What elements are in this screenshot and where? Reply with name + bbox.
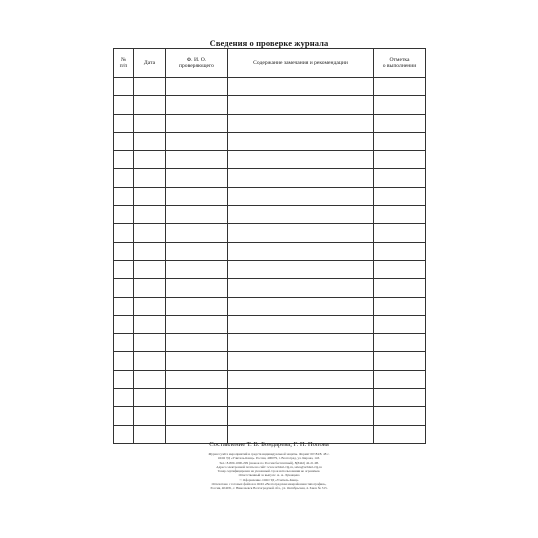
table-row xyxy=(114,224,426,242)
imprint-line: Отпечатано с готовых файлов в ООО «Волгоградская межрайонная типография», xyxy=(211,482,327,487)
number-cell xyxy=(114,334,134,352)
remarks-cell xyxy=(228,242,374,260)
table-row xyxy=(114,389,426,407)
table-row xyxy=(114,315,426,333)
mark-cell xyxy=(374,132,426,150)
inspector-cell xyxy=(166,96,228,114)
table-row xyxy=(114,334,426,352)
table-row xyxy=(114,206,426,224)
remarks-cell xyxy=(228,96,374,114)
table-body xyxy=(114,78,426,444)
table-row xyxy=(114,370,426,388)
number-cell xyxy=(114,315,134,333)
number-cell xyxy=(114,169,134,187)
inspector-cell xyxy=(166,297,228,315)
number-cell xyxy=(114,206,134,224)
date-cell xyxy=(134,78,166,96)
number-cell xyxy=(114,389,134,407)
date-cell xyxy=(134,132,166,150)
mark-cell xyxy=(374,370,426,388)
date-cell xyxy=(134,279,166,297)
imprint-block xyxy=(0,452,538,491)
header-completion-mark: Отметка о выполнении xyxy=(374,49,426,78)
inspector-cell xyxy=(166,132,228,150)
remarks-cell xyxy=(228,151,374,169)
inspector-cell xyxy=(166,370,228,388)
date-cell xyxy=(134,389,166,407)
remarks-cell xyxy=(228,132,374,150)
header-inspector-name: Ф. И. О. проверяющего xyxy=(166,49,228,78)
inspector-cell xyxy=(166,206,228,224)
number-cell xyxy=(114,114,134,132)
table-row xyxy=(114,114,426,132)
imprint-line: Адреса электронной почты на сайт: www.uchitel-vlg.ru, sales@uchitel-vlg.ru xyxy=(216,464,322,469)
table-row xyxy=(114,151,426,169)
remarks-cell xyxy=(228,389,374,407)
inspector-cell xyxy=(166,389,228,407)
date-cell xyxy=(134,352,166,370)
table-header-row xyxy=(114,49,426,78)
inspector-cell xyxy=(166,151,228,169)
number-cell xyxy=(114,242,134,260)
mark-cell xyxy=(374,407,426,425)
table-row xyxy=(114,279,426,297)
number-cell xyxy=(114,260,134,278)
number-cell xyxy=(114,352,134,370)
number-cell xyxy=(114,407,134,425)
imprint-line: Товар сертифицирован на указанный. Срок использования не ограничен. xyxy=(217,469,321,474)
mark-cell xyxy=(374,114,426,132)
inspector-cell xyxy=(166,407,228,425)
date-cell xyxy=(134,169,166,187)
table-row xyxy=(114,169,426,187)
mark-cell xyxy=(374,389,426,407)
mark-cell xyxy=(374,279,426,297)
date-cell xyxy=(134,334,166,352)
number-cell xyxy=(114,370,134,388)
number-cell xyxy=(114,224,134,242)
remarks-cell xyxy=(228,206,374,224)
remarks-cell xyxy=(228,279,374,297)
date-cell xyxy=(134,242,166,260)
imprint-line: Журнал учёта мероприятий и средств индивидуальной защиты. Формат 60×84/8. 48 с. xyxy=(208,452,330,456)
mark-cell xyxy=(374,242,426,260)
number-cell xyxy=(114,132,134,150)
number-cell xyxy=(114,187,134,205)
date-cell xyxy=(134,151,166,169)
remarks-cell xyxy=(228,187,374,205)
inspector-cell xyxy=(166,114,228,132)
page-title: Сведения о проверке журнала xyxy=(209,38,329,48)
mark-cell xyxy=(374,187,426,205)
remarks-cell xyxy=(228,370,374,388)
imprint-line: Россия, 404031, г. Николаевск Волгоградской обл., ул. Октябрьская, 4. Заказ № 315. xyxy=(210,486,328,491)
remarks-cell xyxy=(228,334,374,352)
table-row xyxy=(114,352,426,370)
date-cell xyxy=(134,96,166,114)
number-cell xyxy=(114,279,134,297)
remarks-cell xyxy=(228,407,374,425)
mark-cell xyxy=(374,297,426,315)
header-number: № п/п xyxy=(114,49,134,78)
table-row xyxy=(114,242,426,260)
date-cell xyxy=(134,407,166,425)
table-row xyxy=(114,407,426,425)
remarks-cell xyxy=(228,297,374,315)
inspector-cell xyxy=(166,187,228,205)
mark-cell xyxy=(374,224,426,242)
inspector-cell xyxy=(166,315,228,333)
remarks-cell xyxy=(228,114,374,132)
date-cell xyxy=(134,260,166,278)
table-row xyxy=(114,132,426,150)
mark-cell xyxy=(374,96,426,114)
composers-credit: Составление Т. В. Бондарева, Г. П. Попова xyxy=(209,441,329,448)
inspector-cell xyxy=(166,224,228,242)
inspector-cell xyxy=(166,242,228,260)
mark-cell xyxy=(374,315,426,333)
journal-check-table xyxy=(113,48,426,444)
remarks-cell xyxy=(228,260,374,278)
inspector-cell xyxy=(166,334,228,352)
inspector-cell xyxy=(166,352,228,370)
mark-cell xyxy=(374,352,426,370)
number-cell xyxy=(114,96,134,114)
imprint-line: Тел.: 8-800-1000-299 (звонок по России бесплатный), 8(8442) 42-21-98. xyxy=(219,460,319,465)
table-row xyxy=(114,260,426,278)
date-cell xyxy=(134,114,166,132)
mark-cell xyxy=(374,206,426,224)
mark-cell xyxy=(374,260,426,278)
date-cell xyxy=(134,315,166,333)
mark-cell xyxy=(374,334,426,352)
remarks-cell xyxy=(228,352,374,370)
number-cell xyxy=(114,78,134,96)
inspector-cell xyxy=(166,260,228,278)
table-row xyxy=(114,78,426,96)
remarks-cell xyxy=(228,78,374,96)
imprint-line: © Оформление. ООО ТД «Учитель-Канц» xyxy=(239,477,299,482)
mark-cell xyxy=(374,78,426,96)
number-cell xyxy=(114,151,134,169)
inspector-cell xyxy=(166,169,228,187)
table-row xyxy=(114,187,426,205)
date-cell xyxy=(134,206,166,224)
remarks-cell xyxy=(228,169,374,187)
date-cell xyxy=(134,224,166,242)
imprint-line: ООО ТД «Учитель-Канц». Россия, 400079, г. Волгоград, ул. Кирова, 143. xyxy=(218,456,320,461)
table-row xyxy=(114,96,426,114)
table-row xyxy=(114,297,426,315)
header-remarks: Содержание замечания и рекомендации xyxy=(228,49,374,78)
header-date: Дата xyxy=(134,49,166,78)
mark-cell xyxy=(374,151,426,169)
date-cell xyxy=(134,187,166,205)
number-cell xyxy=(114,297,134,315)
mark-cell xyxy=(374,169,426,187)
remarks-cell xyxy=(228,315,374,333)
imprint-line: Ответственный за выпуск: А. А. Луковцева xyxy=(238,473,300,478)
date-cell xyxy=(134,370,166,388)
inspector-cell xyxy=(166,279,228,297)
inspector-cell xyxy=(166,78,228,96)
date-cell xyxy=(134,297,166,315)
remarks-cell xyxy=(228,224,374,242)
